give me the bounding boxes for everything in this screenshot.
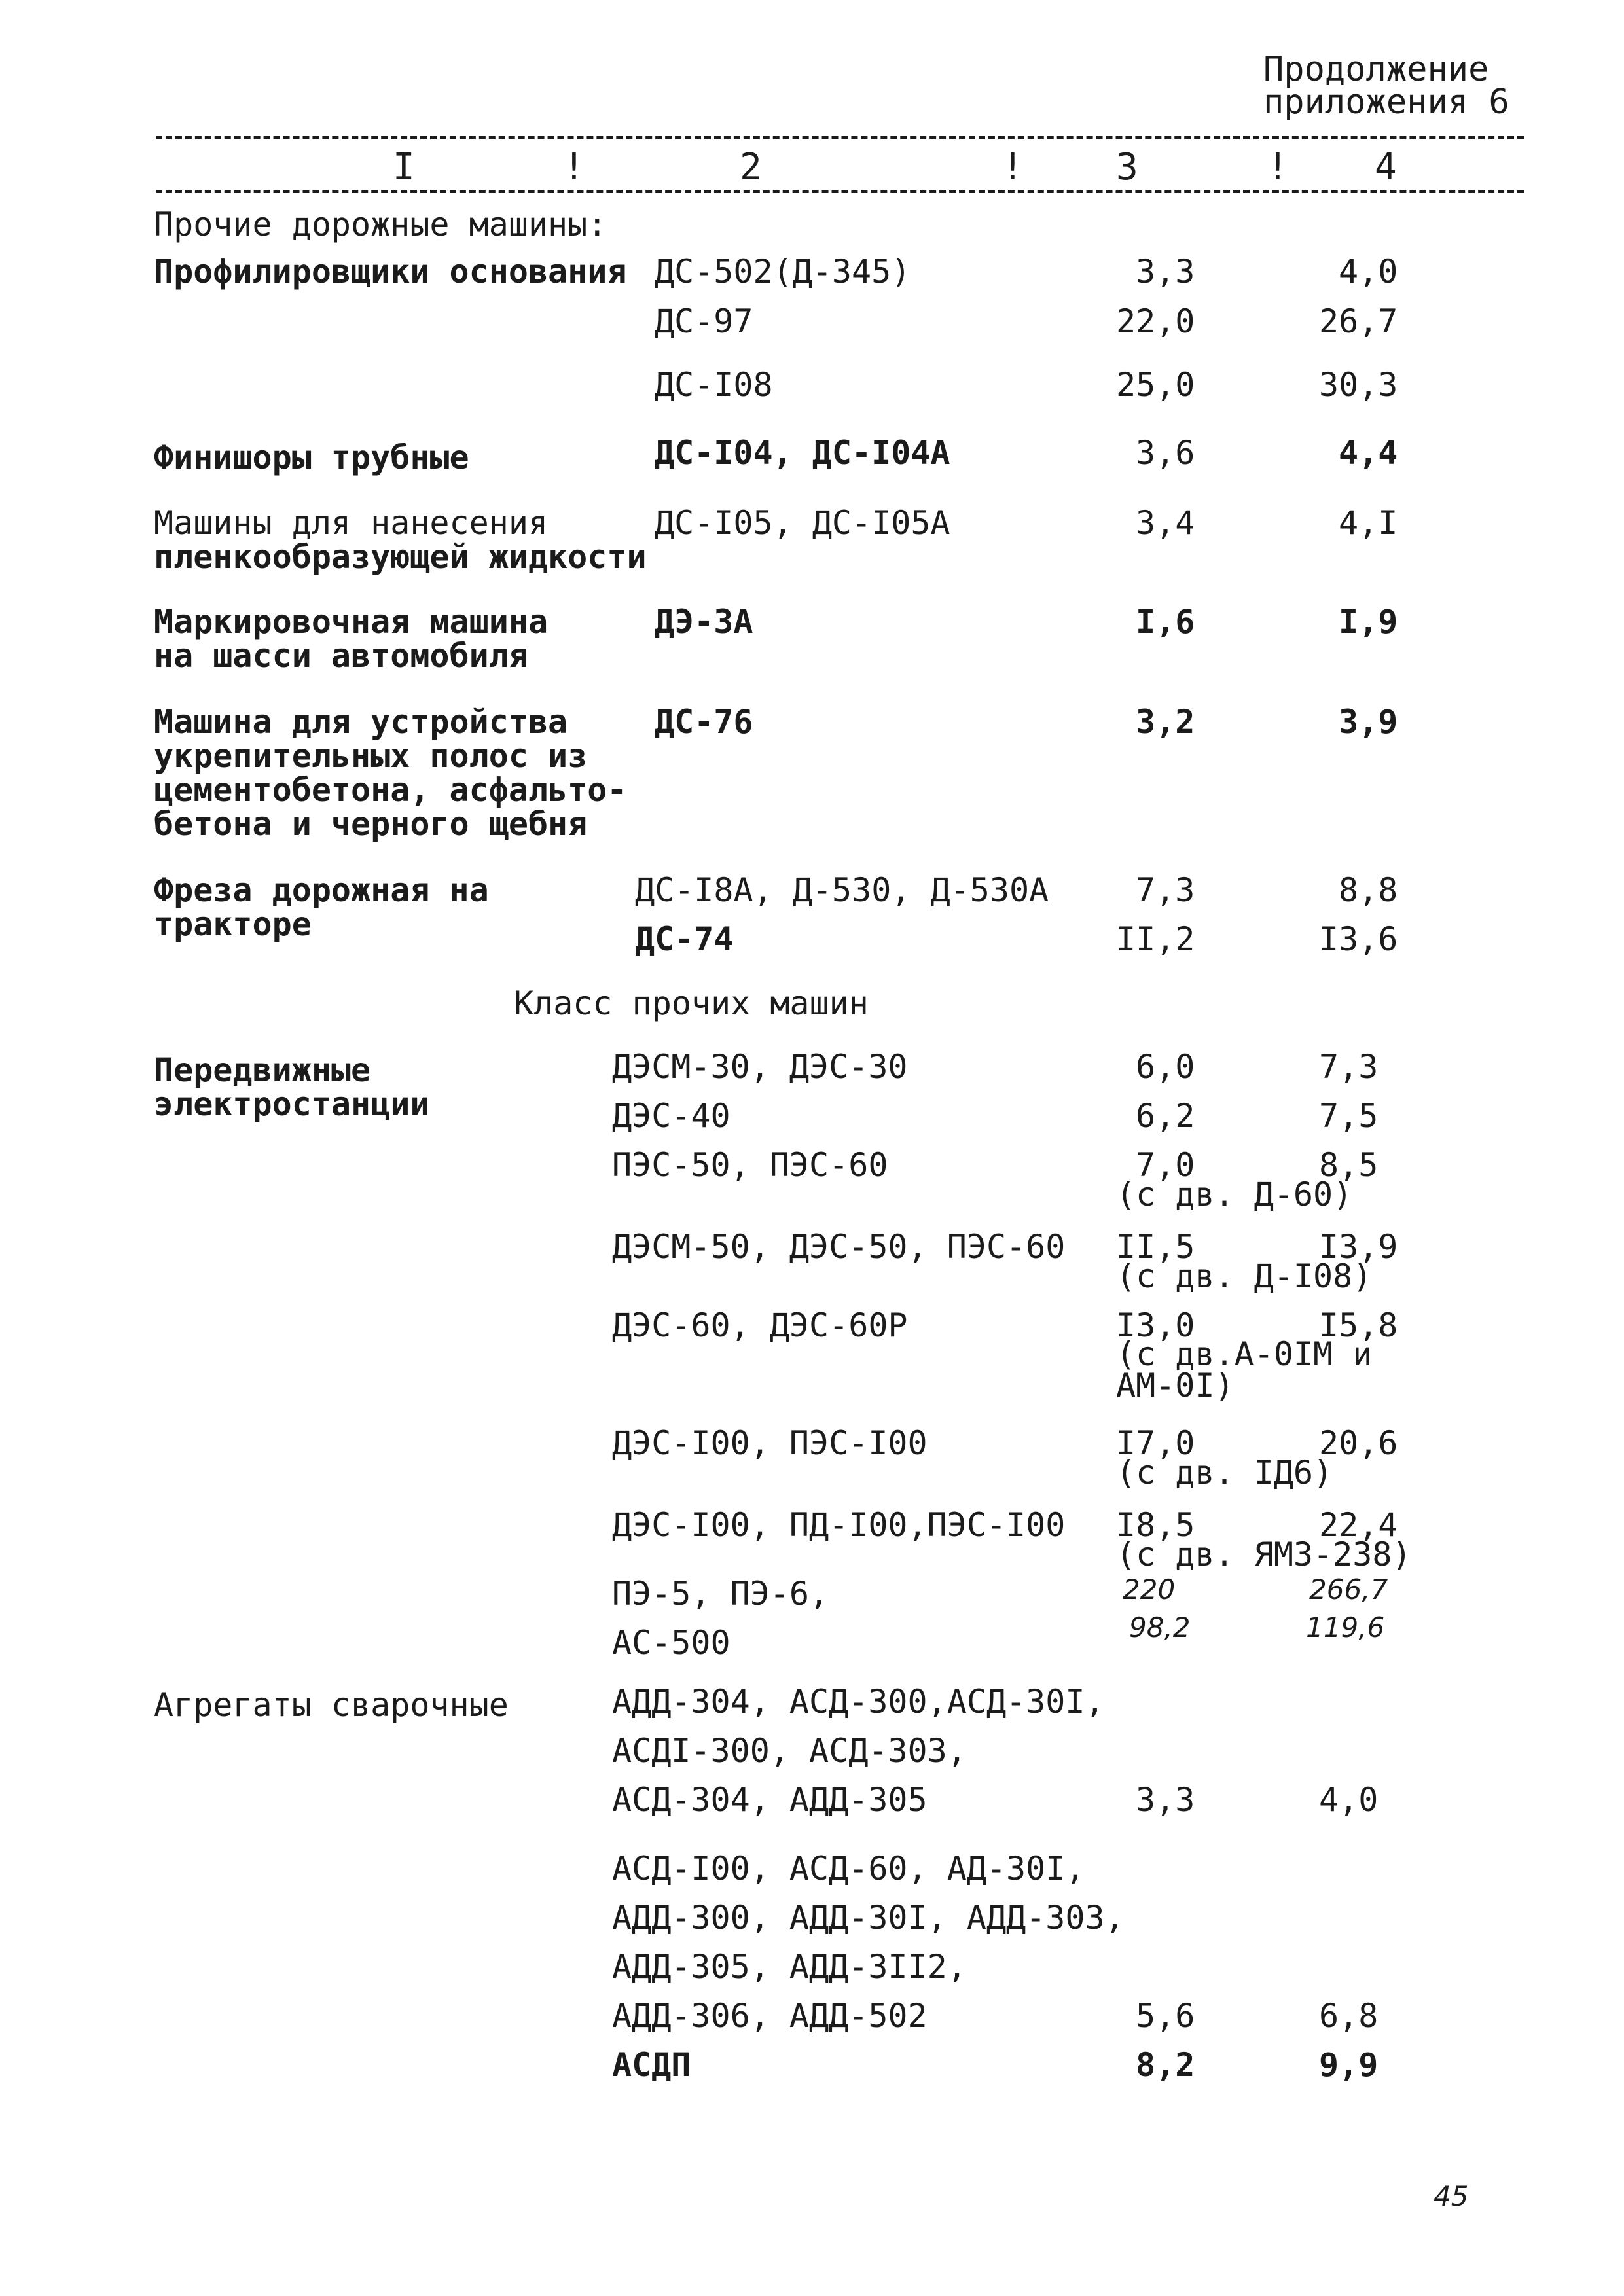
station-engine-note: (с дв. Д-I08) xyxy=(1116,1257,1373,1295)
welding-col3: 8,2 xyxy=(1136,2046,1195,2084)
section-title: Класс прочих машин xyxy=(514,984,869,1022)
handwritten-col4: 119,6 xyxy=(1306,1611,1385,1643)
station-col4: 20,6 xyxy=(1319,1424,1398,1462)
row-col4: 4,0 xyxy=(1339,253,1398,291)
row-col3: II,2 xyxy=(1116,920,1195,958)
row-col3: 3,6 xyxy=(1136,434,1195,472)
station-model: ДЭС-60, ДЭС-60Р xyxy=(612,1306,908,1344)
station-model: ДЭСМ-30, ДЭС-30 xyxy=(612,1048,908,1086)
table-rule-bottom xyxy=(156,190,1524,193)
column-separator: ! xyxy=(563,146,585,188)
station-model: ПЭС-50, ПЭС-60 xyxy=(612,1146,888,1184)
row-model: ДС-I05, ДС-I05А xyxy=(655,504,950,542)
welding-col3: 5,6 xyxy=(1136,1997,1195,2035)
welding-model-line: АДД-300, АДД-30I, АДД-303, xyxy=(612,1899,1125,1937)
station-col3: I8,5 xyxy=(1116,1506,1195,1544)
row-col3: 3,3 xyxy=(1136,253,1195,291)
station-col4: 22,4 xyxy=(1319,1506,1398,1544)
station-col3: 6,0 xyxy=(1136,1048,1195,1086)
row-col4: 26,7 xyxy=(1319,302,1398,340)
row-name: Финишоры трубные xyxy=(154,439,469,476)
column-3-header: 3 xyxy=(1116,146,1138,188)
row-name: укрепительных полос из xyxy=(154,737,588,775)
station-model: ДЭС-40 xyxy=(612,1097,731,1135)
column-2-header: 2 xyxy=(740,146,762,188)
welding-col4: 6,8 xyxy=(1319,1997,1379,2035)
column-separator: ! xyxy=(1001,146,1024,188)
row-col4: 4,4 xyxy=(1339,434,1398,472)
row-col3: 7,3 xyxy=(1136,871,1195,909)
row-col4: 8,8 xyxy=(1339,871,1398,909)
station-col3: II,5 xyxy=(1116,1228,1195,1266)
station-engine-note: (с дв. IД6) xyxy=(1116,1454,1333,1492)
station-col4: 8,5 xyxy=(1319,1146,1379,1184)
station-col4: I5,8 xyxy=(1319,1306,1398,1344)
row-name: тракторе xyxy=(154,905,312,943)
welding-model-line: АСД-I00, АСД-60, АД-30I, xyxy=(612,1850,1085,1888)
page-number: 45 xyxy=(1434,2180,1469,2212)
row-model: ДЭ-3А xyxy=(655,603,753,641)
station-model: АС-500 xyxy=(612,1624,731,1662)
station-engine-note: (с дв.А-0IМ и АМ-0I) xyxy=(1116,1335,1373,1405)
station-col4: 7,5 xyxy=(1319,1097,1379,1135)
row-name: пленкообразующей жидкости xyxy=(154,538,647,576)
column-1-header: I xyxy=(393,146,415,188)
row-name: Маркировочная машина xyxy=(154,603,549,641)
section-title: Прочие дорожные машины: xyxy=(154,206,607,243)
station-model: ПЭ-5, ПЭ-6, xyxy=(612,1575,829,1613)
row-model: ДС-97 xyxy=(655,302,753,340)
row-model: ДС-74 xyxy=(635,920,734,958)
welding-model-line: АСДI-300, АСД-303, xyxy=(612,1732,967,1770)
row-name: бетона и черного щебня xyxy=(154,805,588,843)
welding-col3: 3,3 xyxy=(1136,1781,1195,1819)
column-4-header: 4 xyxy=(1375,146,1397,188)
column-separator: ! xyxy=(1267,146,1289,188)
row-col4: 4,I xyxy=(1339,504,1398,542)
row-name: электростанции xyxy=(154,1085,430,1123)
row-col3: 25,0 xyxy=(1116,366,1195,404)
station-col3: 7,0 xyxy=(1136,1146,1195,1184)
row-name: на шасси автомобиля xyxy=(154,637,528,675)
station-engine-note: (с дв. ЯМЗ-238) xyxy=(1116,1535,1412,1573)
table-rule-top xyxy=(156,136,1524,139)
row-name: Машины для нанесения xyxy=(154,504,549,542)
row-name: Передвижные xyxy=(154,1051,371,1089)
station-model: ДЭС-I00, ПЭС-I00 xyxy=(612,1424,928,1462)
welding-col4: 4,0 xyxy=(1319,1781,1379,1819)
row-col4: I,9 xyxy=(1339,603,1398,641)
welding-model-line: АДД-306, АДД-502 xyxy=(612,1997,928,2035)
row-model: ДС-I08 xyxy=(655,366,773,404)
row-name: Машина для устройства xyxy=(154,703,568,741)
row-name: цементобетона, асфальто- xyxy=(154,771,627,809)
handwritten-col3: 220 xyxy=(1123,1573,1176,1605)
handwritten-col4: 266,7 xyxy=(1309,1573,1388,1605)
header-continuation: Продолжение xyxy=(1263,50,1489,89)
row-model: ДС-I04, ДС-I04А xyxy=(655,434,950,472)
row-col3: 3,2 xyxy=(1136,703,1195,741)
row-col3: 3,4 xyxy=(1136,504,1195,542)
row-name: Профилировщики основания xyxy=(154,253,627,291)
row-col4: 3,9 xyxy=(1339,703,1398,741)
row-col3: I,6 xyxy=(1136,603,1195,641)
row-model: ДС-502(Д-345) xyxy=(655,253,911,291)
header-appendix: приложения 6 xyxy=(1263,82,1509,122)
station-model: ДЭС-I00, ПД-I00,ПЭС-I00 xyxy=(612,1506,1066,1544)
row-model: ДС-76 xyxy=(655,703,753,741)
welding-model-line: АСДП xyxy=(612,2046,691,2084)
welding-model-line: АДД-305, АДД-3II2, xyxy=(612,1948,967,1986)
station-col4: I3,9 xyxy=(1319,1228,1398,1266)
welding-model-line: АДД-304, АСД-300,АСД-30I, xyxy=(612,1683,1105,1721)
handwritten-col3: 98,2 xyxy=(1129,1611,1191,1643)
station-col3: 6,2 xyxy=(1136,1097,1195,1135)
row-name: Агрегаты сварочные xyxy=(154,1686,509,1724)
row-col4: I3,6 xyxy=(1319,920,1398,958)
station-col4: 7,3 xyxy=(1319,1048,1379,1086)
welding-model-line: АСД-304, АДД-305 xyxy=(612,1781,928,1819)
station-col3: I3,0 xyxy=(1116,1306,1195,1344)
station-model: ДЭСМ-50, ДЭС-50, ПЭС-60 xyxy=(612,1228,1066,1266)
station-engine-note: (с дв. Д-60) xyxy=(1116,1175,1353,1213)
row-model: ДС-I8А, Д-530, Д-530А xyxy=(635,871,1049,909)
station-col3: I7,0 xyxy=(1116,1424,1195,1462)
row-col3: 22,0 xyxy=(1116,302,1195,340)
row-col4: 30,3 xyxy=(1319,366,1398,404)
row-name: Фреза дорожная на xyxy=(154,871,489,909)
welding-col4: 9,9 xyxy=(1319,2046,1379,2084)
